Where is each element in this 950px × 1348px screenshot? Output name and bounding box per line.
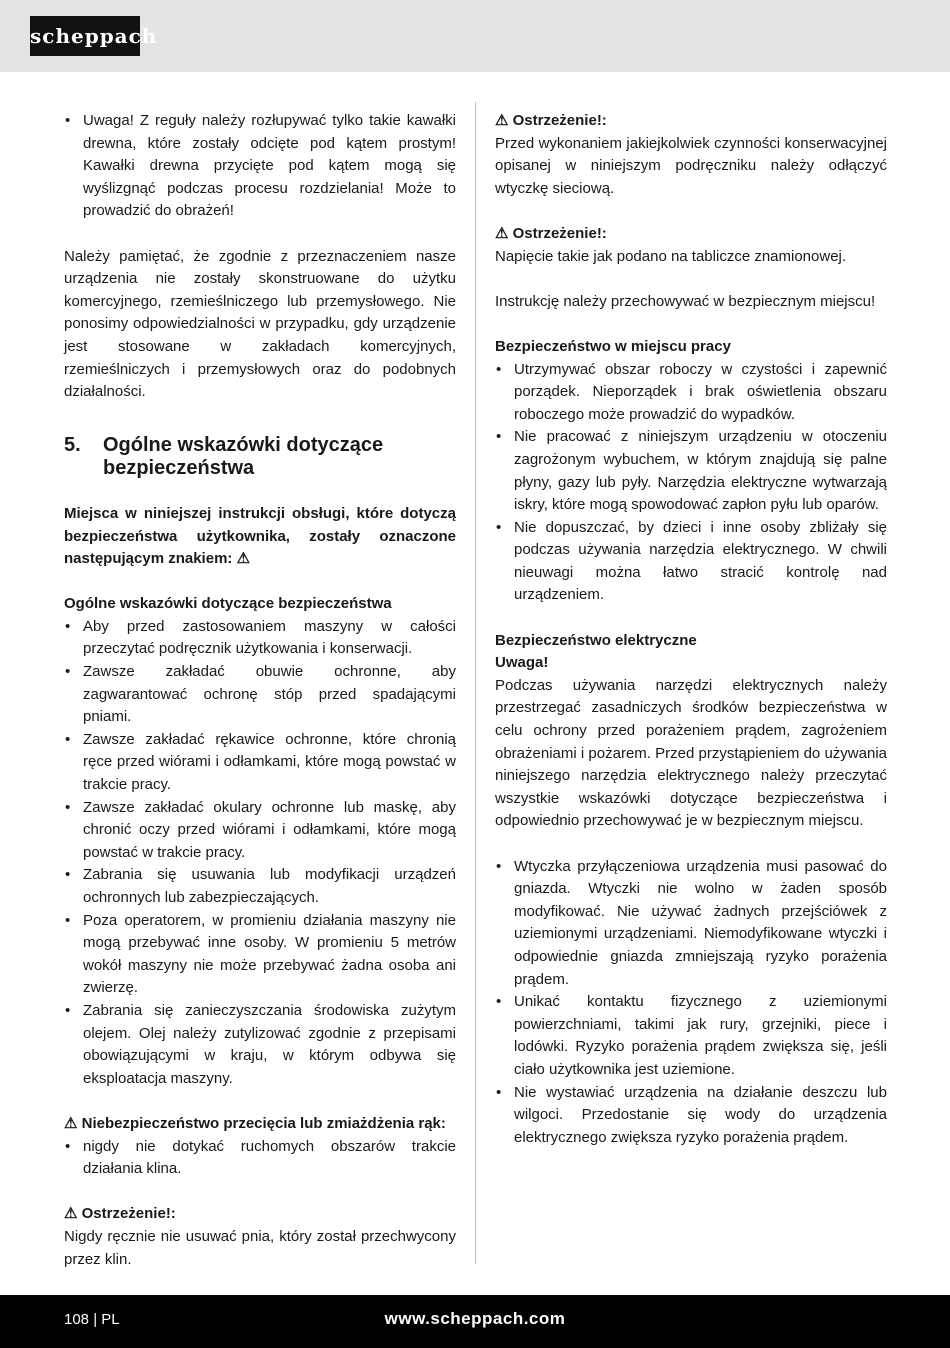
workplace-safety-heading: Bezpieczeństwo w miejscu pracy <box>495 337 731 355</box>
electrical-safety-text: Podczas używania narzędzi elektrycznych należy przestrzegać zasadniczych środków bezpieczeństwa w celu ochrony przed porażeniem prądem, zagrożeniem obrażeniami i pożarem. Przed przystąpieniem do używania niniejszego narzędzia elektrycznego należy przeczytać wszystkie wskazówki dotyczące bezpieczeństwa i odpowiednio przechowywać je w bezpiecznym miejscu. <box>495 676 887 830</box>
electrical-safety-heading: Bezpieczeństwo elektryczne <box>495 631 697 649</box>
list-item: • Zawsze zakładać okulary ochronne lub maskę, aby chronić oczy przed wiórami i odłamkami, które mogą powstać w trakcie pracy. <box>64 797 456 865</box>
list-item: • Zabrania się usuwania lub modyfikacji urządzeń ochronnych lub zabezpieczających. <box>64 864 456 909</box>
right-column <box>495 110 887 1149</box>
column-divider <box>475 102 476 1264</box>
safety-symbol-intro: Miejsca w niniejszej instrukcji obsługi, które dotyczą bezpieczeństwa użytkownika, zostały oznaczone następującym znakiem: ⚠ <box>64 504 456 568</box>
keep-instructions-text: Instrukcję należy przechowywać w bezpiecznym miejscu! <box>495 292 876 310</box>
list-item: • Zabrania się zanieczyszczania środowiska zużytym olejem. Olej należy zutylizować zgodnie z przepisami obowiązującymi w kraju, w którym odbywa się eksploatacja maszyny. <box>64 1000 456 1090</box>
electrical-safety-list <box>495 856 887 1150</box>
general-safety-heading: Ogólne wskazówki dotyczące bezpieczeństwa <box>64 595 392 613</box>
list-item: • Unikać kontaktu fizycznego z uziemionymi powierzchniami, takimi jak rury, grzejniki, piece i lodówki. Ryzyko porażenia prądem zwiększa się, jeśli ciało użytkownika jest uziemione. <box>495 991 887 1081</box>
general-safety-list <box>64 616 456 1090</box>
list-item: • nigdy nie dotykać ruchomych obszarów trakcie działania klina. <box>64 1136 456 1181</box>
page-header <box>0 0 950 72</box>
warning-heading: ⚠ Ostrzeżenie!: <box>495 112 607 129</box>
left-column <box>64 110 456 1271</box>
section-number: 5. <box>64 434 81 457</box>
website-link[interactable]: www.scheppach.com <box>384 1309 566 1328</box>
warning-text: Przed wykonaniem jakiejkolwiek czynności konserwacyjnej opisanej w niniejszym podręczniku należy odłączyć wtyczkę sieciową. <box>495 134 887 197</box>
warning-heading: ⚠ Ostrzeżenie!: <box>495 224 607 242</box>
section-title: Ogólne wskazówki dotyczące bezpieczeństwa <box>103 434 384 480</box>
danger-heading: ⚠ Niebezpieczeństwo przecięcia lub zmiażdżenia rąk: <box>64 1114 446 1132</box>
list-item: • Poza operatorem, w promieniu działania maszyny nie mogą przebywać inne osoby. W promieniu 5 metrów wokół maszyny nie może przebywać żadna osoba ani zwierzę. <box>64 910 456 1000</box>
list-item: • Utrzymywać obszar roboczy w czystości i zapewnić porządek. Nieporządek i brak oświetlenia obszaru roboczego może prowadzić do wypadków. <box>495 359 887 427</box>
page-footer <box>0 1295 950 1348</box>
scheppach-logo: scheppach <box>30 16 140 56</box>
list-item: • Wtyczka przyłączeniowa urządzenia musi pasować do gniazda. Wtyczki nie wolno w żaden sposób modyfikować. Nie używać żadnych przejściówek z uziemionymi urządzeniami. Niemodyfikowane wtyczki i odpowiednie gniazda zmniejszają ryzyko porażenia prądem. <box>495 856 887 992</box>
electrical-attention: Uwaga! <box>495 654 549 672</box>
section-heading <box>64 434 456 480</box>
workplace-safety-list <box>495 359 887 608</box>
warning-text: Nigdy ręcznie nie usuwać pnia, który został przechwycony przez klin. <box>64 1227 456 1268</box>
list-item: • Aby przed zastosowaniem maszyny w całości przeczytać podręcznik użytkowania i konserwacji. <box>64 616 456 661</box>
intro-list <box>64 110 456 223</box>
list-item: • Nie wystawiać urządzenia na działanie deszczu lub wilgoci. Przedostanie się wody do urządzenia elektrycznego zwiększa ryzyko porażenia prądem. <box>495 1082 887 1150</box>
list-item: • Nie dopuszczać, by dzieci i inne osoby zbliżały się podczas używania narzędzia elektrycznego. W chwili nieuwagi można łatwo stracić kontrolę nad urządzeniem. <box>495 517 887 607</box>
warning-text: Napięcie takie jak podano na tabliczce znamionowej. <box>495 247 847 265</box>
list-item: • Nie pracować z niniejszym urządzeniu w otoczeniu zagrożonym wybuchem, w którym znajdują się palne płyny, gazy lub pyły. Narzędzia elektryczne wytwarzają iskry, które mogą spowodować zapłon pyłu lub oparów. <box>495 426 887 516</box>
danger-list <box>64 1136 456 1181</box>
list-item: • Uwaga! Z reguły należy rozłupywać tylko takie kawałki drewna, które zostały odcięte pod kątem prostym! Kawałki drewna przycięte pod kątem mogą się wyślizgnąć podczas procesu rozdzielania! Może to prowadzić do obrażeń! <box>64 110 456 223</box>
warning-heading: ⚠ Ostrzeżenie!: <box>64 1205 176 1223</box>
intended-use-paragraph: Należy pamiętać, że zgodnie z przeznaczeniem nasze urządzenia nie zostały skonstruowane do użytku komercyjnego, rzemieślniczego lub przemysłowego. Nie ponosimy odpowiedzialności w przypadku, gdy urządzenie jest stosowane w zakładach komercyjnych, rzemieślniczych i przemysłowych oraz do podobnych działalności. <box>64 247 456 401</box>
list-item: • Zawsze zakładać rękawice ochronne, które chronią ręce przed wiórami i odłamkami, które mogą powstać w trakcie pracy. <box>64 729 456 797</box>
list-item: • Zawsze zakładać obuwie ochronne, aby zagwarantować ochronę stóp przed spadającymi pniami. <box>64 661 456 729</box>
page-number: 108 | PL <box>64 1311 120 1328</box>
